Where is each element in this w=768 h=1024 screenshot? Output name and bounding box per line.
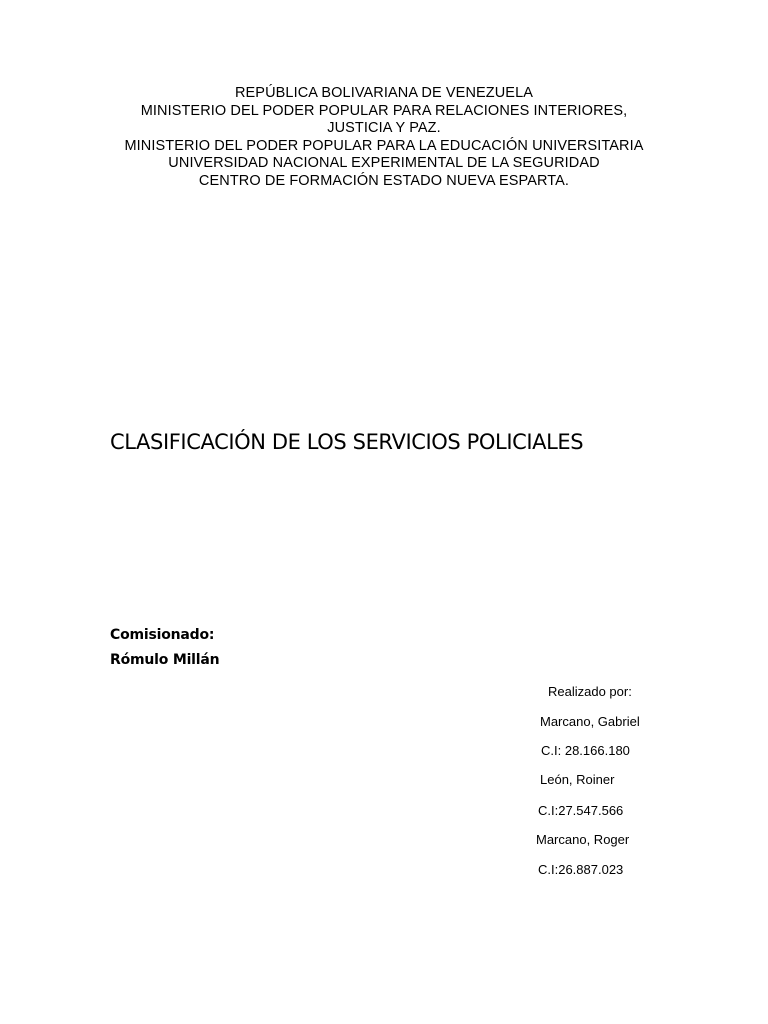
header-line-ministry-interior: MINISTERIO DEL PODER POPULAR PARA RELACIONES INTERIORES, xyxy=(140,102,628,119)
authors-label: Realizado por: xyxy=(548,684,632,699)
commissioner-label: Comisionado: xyxy=(110,627,215,643)
author-name-2: León, Roiner xyxy=(540,772,615,787)
author-name-3: Marcano, Roger xyxy=(536,832,630,847)
author-name-1: Marcano, Gabriel xyxy=(540,714,640,729)
author-id-2: C.I:27.547.566 xyxy=(538,803,624,818)
header-line-republic: REPÚBLICA BOLIVARIANA DE VENEZUELA xyxy=(234,85,534,101)
author-id-3: C.I:26.887.023 xyxy=(538,862,624,877)
header-line-university: UNIVERSIDAD NACIONAL EXPERIMENTAL DE LA SEGURIDAD xyxy=(168,155,600,171)
author-id-1: C.I: 28.166.180 xyxy=(541,743,630,758)
document-title: CLASIFICACIÓN DE LOS SERVICIOS POLICIALES xyxy=(110,430,584,454)
header-line-ministry-education: MINISTERIO DEL PODER POPULAR PARA LA EDUCACIÓN UNIVERSITARIA xyxy=(124,137,644,154)
header-line-center: CENTRO DE FORMACIÓN ESTADO NUEVA ESPARTA. xyxy=(198,172,570,189)
commissioner-name: Rómulo Millán xyxy=(110,652,220,668)
document-header xyxy=(0,85,768,190)
header-line-justice: JUSTICIA Y PAZ. xyxy=(327,120,441,136)
